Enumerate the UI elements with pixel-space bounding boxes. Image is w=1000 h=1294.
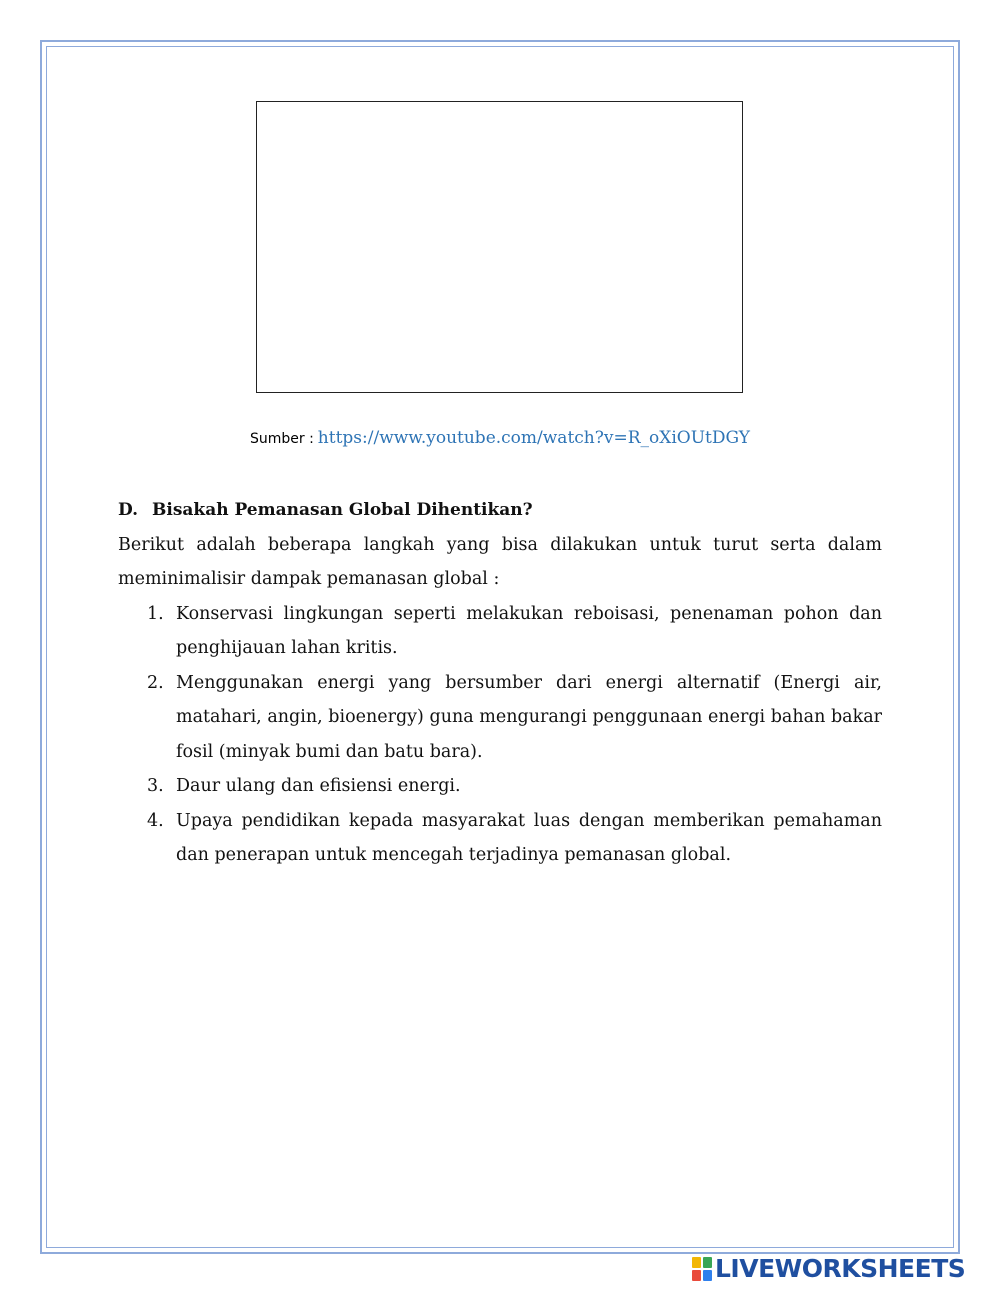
list-item: [118, 769, 882, 804]
logo-block-icon: [692, 1270, 701, 1281]
logo-block-icon: [703, 1270, 712, 1281]
logo-block-icon: [692, 1257, 701, 1268]
list-item-number: 1.: [147, 603, 164, 624]
list-item-number: 4.: [147, 810, 164, 831]
list-item: [118, 804, 882, 873]
list-item-number: 3.: [147, 776, 164, 796]
section-title: Bisakah Pemanasan Global Dihentikan?: [152, 500, 533, 520]
source-label: Sumber :: [249, 431, 314, 447]
section-content: [118, 493, 882, 873]
list-item-text: Daur ulang dan efisiensi energi.: [176, 776, 461, 796]
logo-text: LIVEWORKSHEETS: [715, 1254, 966, 1283]
list-item: [118, 666, 882, 770]
logo-block-icon: [703, 1257, 712, 1268]
liveworksheets-logo: [692, 1256, 965, 1282]
section-letter: D.: [118, 500, 139, 520]
embedded-video-frame[interactable]: [256, 101, 743, 393]
list-item-text: Menggunakan energi yang bersumber dari energi alternatif (Energi air, matahari, angin, bioenergy) guna mengurangi penggunaan energi bahan bakar fosil (minyak bumi dan batu bara).: [176, 672, 882, 762]
logo-blocks-icon: [692, 1257, 712, 1281]
list-item-number: 2.: [147, 672, 164, 693]
list-item-text: Upaya pendidikan kepada masyarakat luas dengan memberikan pemahaman dan penerapan untuk mencegah terjadinya pemanasan global.: [176, 810, 882, 865]
section-heading: [118, 493, 882, 528]
list-item-text: Konservasi lingkungan seperti melakukan reboisasi, penenaman pohon dan penghijauan lahan kritis.: [176, 603, 882, 658]
source-citation: [0, 428, 1000, 448]
list-item: [118, 597, 882, 666]
source-link[interactable]: https://www.youtube.com/watch?v=R_oXiOUtDGY: [317, 428, 751, 448]
section-intro: Berikut adalah beberapa langkah yang bisa dilakukan untuk turut serta dalam meminimalisir dampak pemanasan global :: [118, 534, 882, 589]
steps-list: [118, 597, 882, 873]
